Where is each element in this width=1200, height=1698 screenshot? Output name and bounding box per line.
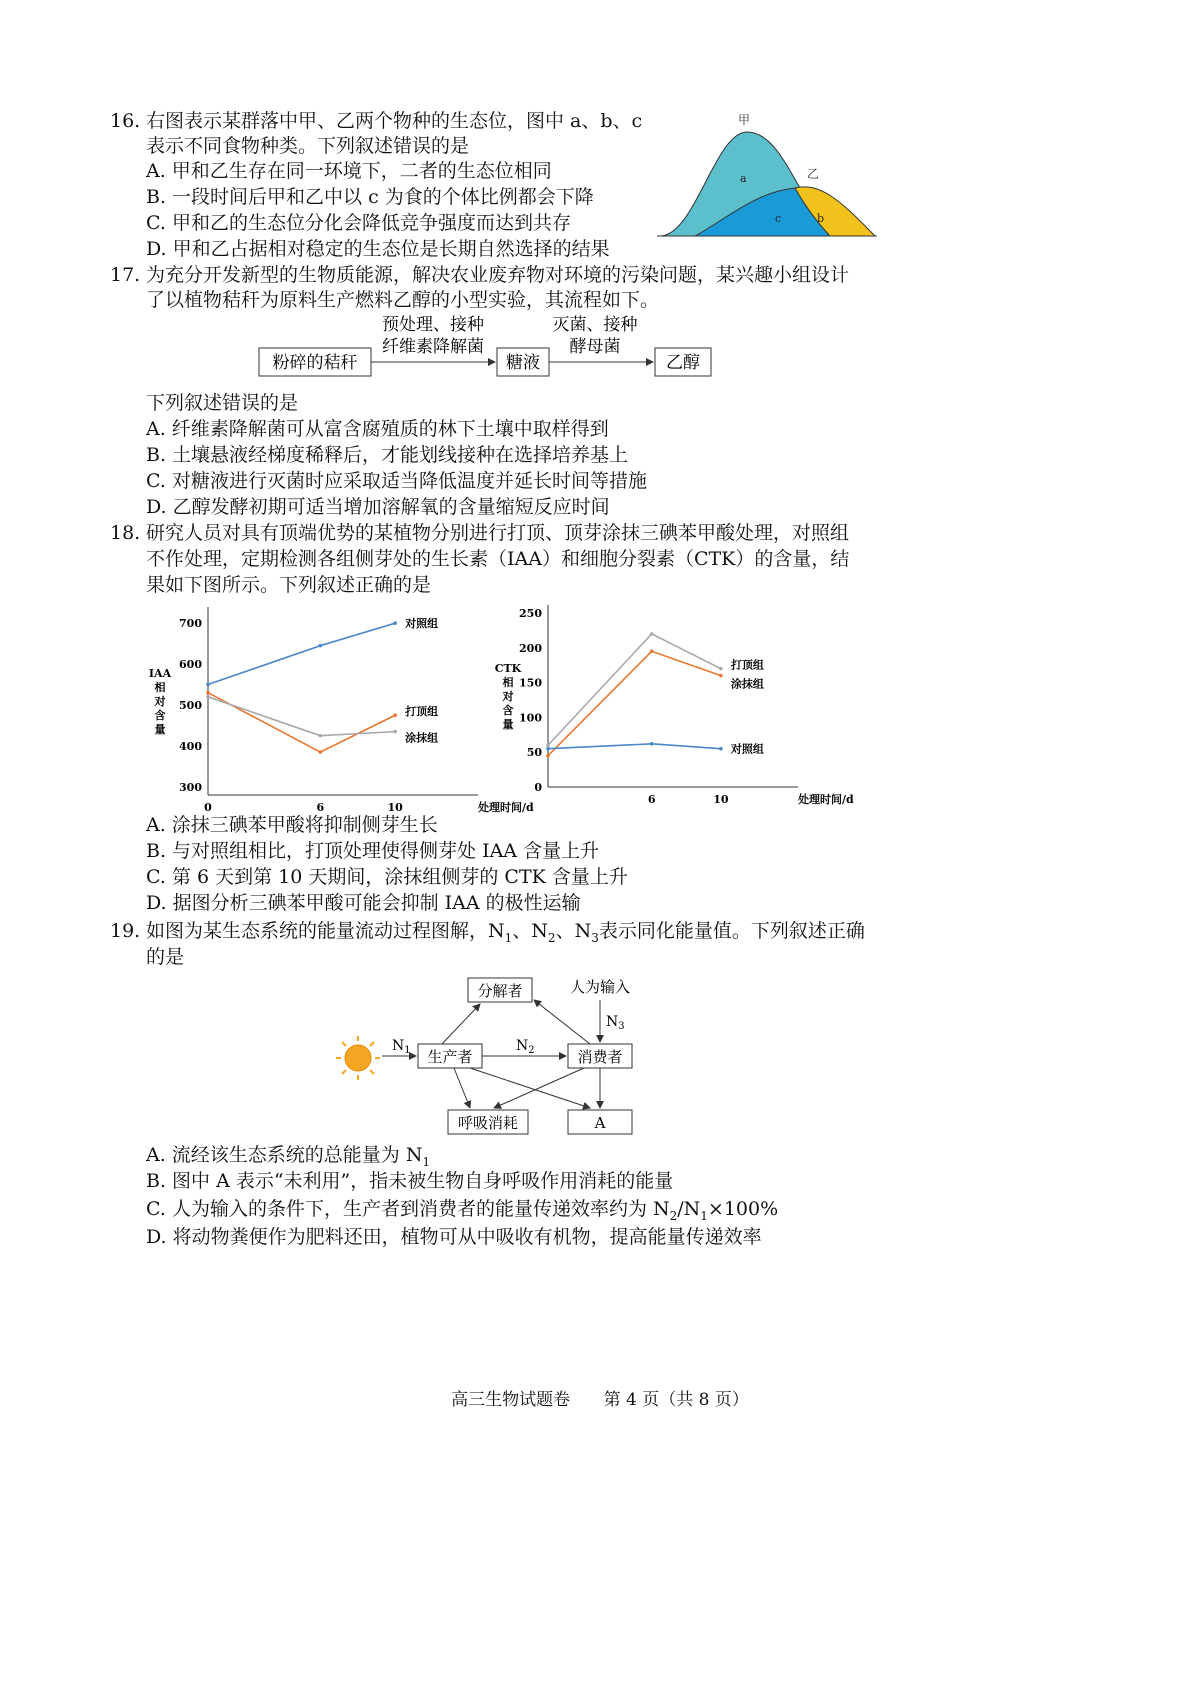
arrow-producer-a [470,1068,590,1108]
q17-stem-1: 为充分开发新型的生物质能源，解决农业废弃物对环境的污染问题，某兴趣小组设计 [146,264,850,286]
q17-stem-2: 了以植物秸秆为原料生产燃料乙醇的小型实验，其流程如下。 [146,289,660,311]
iaa-series-point [206,691,210,695]
respiration-label: 呼吸消耗 [457,1114,519,1132]
q17-option-b: B. 土壤悬液经梯度稀释后，才能划线接种在选择培养基上 [146,444,629,466]
ctk-series-point [546,747,550,751]
q18-option-d: D. 据图分析三碘苯甲酸可能会抑制 IAA 的极性运输 [146,892,581,914]
q18-stem-2: 不作处理，定期检测各组侧芽处的生长素（IAA）和细胞分裂素（CTK）的含量，结 [146,548,850,570]
page-footer [0,1388,1200,1412]
iaa-xtick-label: 10 [387,801,403,814]
ctk-xtick-label: 6 [647,793,656,806]
ctk-series-point [719,747,723,751]
ctk-ytick-label: 200 [519,641,542,655]
iaa-ylabel: IAA 相对含量 [148,667,172,736]
iaa-series-line [208,623,395,684]
q18-number: 18. [110,522,141,544]
q19-option-a: A. 流经该生态系统的总能量为 $N_1$ [146,1144,431,1169]
iaa-ytick-label: 300 [179,780,202,794]
flow-arrow-2-bottom: 酵母菌 [569,337,621,357]
producer-label: 生产者 [427,1048,473,1066]
q17-option-d: D. 乙醇发酵初期可适当增加溶解氧的含量缩短反应时间 [146,496,610,518]
flow-box-ethanol-label: 乙醇 [666,353,700,373]
flow-box-sugar-label: 糖液 [506,353,540,373]
ctk-series-label: 打顶组 [730,658,764,672]
ctk-ytick-label: 100 [519,711,542,725]
q17-number: 17. [110,264,141,286]
q18-option-a: A. 涂抹三碘苯甲酸将抑制侧芽生长 [146,814,438,836]
iaa-series-point [318,644,322,648]
iaa-ytick-label: 400 [179,739,202,753]
q18-stem-1: 研究人员对具有顶端优势的某植物分别进行打顶、顶芽涂抹三碘苯甲酸处理，对照组 [146,522,850,544]
q19-number: 19. [110,920,141,942]
iaa-series-point [393,621,397,625]
ctk-chart [490,605,860,815]
q19-option-d: D. 将动物粪便作为肥料还田，植物可从中吸收有机物，提高能量传递效率 [146,1226,762,1248]
ctk-series-point [546,754,550,758]
a-box-label: A [594,1114,606,1132]
iaa-series-point [318,750,322,754]
ctk-series-label: 对照组 [730,742,764,756]
flow-arrow-1-bottom: 纤维素降解菌 [382,337,484,357]
flow-arrow-2-top: 灭菌、接种 [552,315,638,335]
q16-number: 16. [110,110,141,132]
iaa-series-point [206,683,210,687]
ctk-ylabel: CTK 相对含量 [494,662,522,731]
q18-option-b: B. 与对照组相比，打顶处理使得侧芽处 IAA 含量上升 [146,840,600,862]
q17-option-c: C. 对糖液进行灭菌时应采取适当降低温度并延长时间等措施 [146,470,647,492]
q17-flow-diagram [255,310,725,382]
iaa-ytick-label: 600 [179,658,202,672]
ctk-series-line [548,744,721,749]
q16-stem-2: 表示不同食物种类。下列叙述错误的是 [146,135,470,157]
consumer-label: 消费者 [577,1048,623,1066]
ctk-ytick-label: 250 [519,607,542,620]
q17-option-a: A. 纤维素降解菌可从富含腐殖质的林下土壤中取样得到 [146,418,609,440]
iaa-series-label: 对照组 [405,617,439,631]
arrow-producer-respiration [454,1068,470,1108]
q17-prompt: 下列叙述错误的是 [146,392,299,414]
n2-label: $N_2$ [516,1038,535,1056]
iaa-series-label: 涂抹组 [405,731,439,745]
q16-option-a: A. 甲和乙生存在同一环境下，二者的生态位相同 [146,160,552,182]
q19-option-b: B. 图中 A 表示“未利用”，指未被生物自身呼吸作用消耗的能量 [146,1170,674,1192]
niche-label-b: b [817,212,825,225]
ctk-ytick-label: 150 [519,676,542,690]
arrow-consumer-decomposer [534,1000,590,1044]
ctk-series-point [650,742,654,746]
ctk-series-point [719,674,723,678]
iaa-ytick-label: 500 [179,699,202,712]
ctk-series-line [548,651,721,755]
iaa-xtick-label: 0 [204,801,212,814]
iaa-series-point [393,730,397,734]
niche-label-a: a [740,172,747,185]
iaa-series-point [206,695,210,699]
niche-label-c: c [775,212,782,225]
ctk-ytick-label: 0 [534,781,542,794]
q16-option-b: B. 一段时间后甲和乙中以 c 为食的个体比例都会下降 [146,186,594,208]
iaa-series-label: 打顶组 [405,705,439,719]
q16-option-c: C. 甲和乙的生态位分化会降低竞争强度而达到共存 [146,212,571,234]
footer-page-number: 第 4 页（共 8 页） [603,1390,749,1410]
q19-stem-2: 的是 [146,946,185,968]
q19-option-c: C. 人为输入的条件下，生产者到消费者的能量传递效率约为 $N_2/N_1\times 100\%$ [146,1198,779,1223]
ctk-xtick-label: 10 [713,793,729,806]
niche-label-jia: 甲 [738,113,751,127]
n1-label: $N_1$ [392,1038,411,1056]
footer-title: 高三生物试题卷 [451,1390,571,1410]
q18-stem-3: 果如下图所示。下列叙述正确的是 [146,574,432,596]
niche-label-yi: 乙 [807,167,820,181]
n3-label: $N_3$ [606,1014,625,1032]
iaa-series-line [208,693,395,752]
human-input-label: 人为输入 [569,978,631,996]
q18-option-c: C. 第 6 天到第 10 天期间，涂抹组侧芽的 CTK 含量上升 [146,866,628,888]
iaa-xtick-label: 6 [316,801,325,814]
iaa-series-point [318,734,322,738]
iaa-series-point [393,713,397,717]
ctk-xlabel: 处理时间/d [798,793,854,806]
energy-flow-diagram [330,970,650,1142]
ctk-series-point [719,667,723,671]
sun-icon [336,1036,380,1080]
arrow-producer-decomposer [442,1004,480,1044]
q16-stem-1: 右图表示某群落中甲、乙两个物种的生态位，图中 a、b、c [146,110,643,132]
ctk-series-point [650,632,654,636]
q19-stem-1: 如图为某生态系统的能量流动过程图解，$N_1$、$N_2$、$N_3$表示同化能量值。下列叙述正确 [146,920,865,945]
flow-box-straw-label: 粉碎的秸秆 [272,353,358,373]
iaa-xlabel: 处理时间/d [478,801,534,814]
niche-figure [655,110,880,240]
flow-arrow-1-top: 预处理、接种 [382,315,484,335]
ctk-ytick-label: 50 [526,746,542,760]
ctk-series-point [650,649,654,653]
ctk-series-point [546,743,550,747]
ctk-series-label: 涂抹组 [730,677,764,691]
iaa-ytick-label: 700 [179,617,202,631]
decomposer-label: 分解者 [477,982,523,1000]
q16-option-d: D. 甲和乙占据相对稳定的生态位是长期自然选择的结果 [146,238,610,260]
